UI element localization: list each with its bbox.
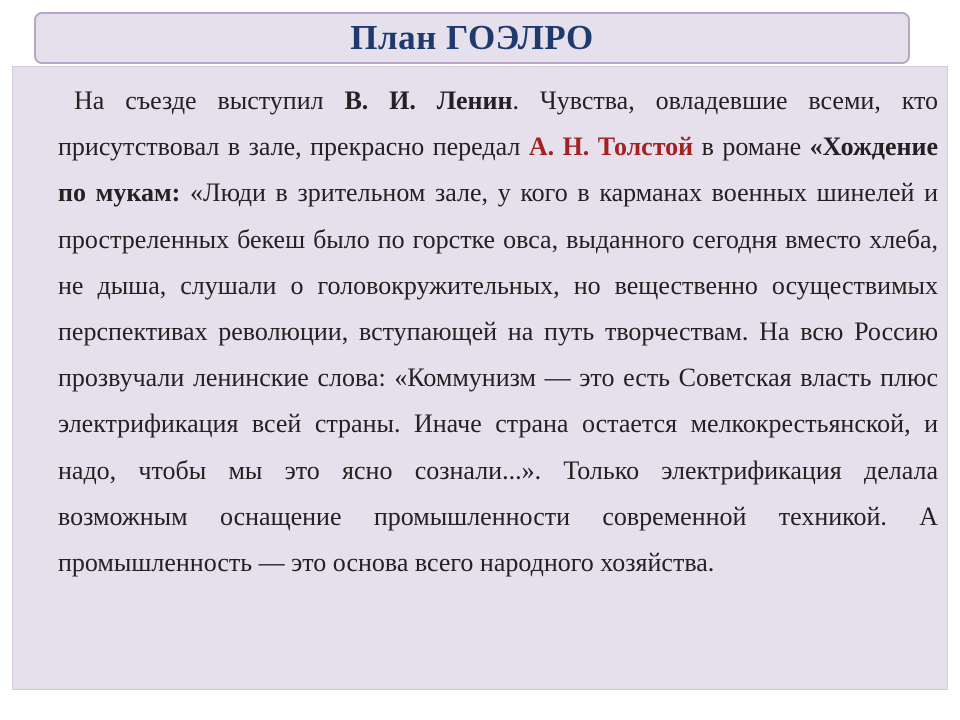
text-segment: . Чувства, овладевшие всеми, кто присутствовал в зале, прекрасно передал	[58, 86, 939, 162]
quote-text: «Люди в зрительном зале, у кого в карманах военных шинелей и простреленных бекеш было по горстке овса, выданного сегодня вместо хлеба, не дыша, слушали о головокружительных, но вещественно осуществимых перспективах революции, вступающей на путь творчествам. На всю Россию прозвучали ленинские слова: «Коммунизм — это есть Советская власть плюс электрификация всей страны. Иначе страна остается мелкокрестьянской, и надо, чтобы мы это ясно сознали...». Только электрификация делала возможным оснащение промышленности современной техникой. А промышленность — это основа всего народного хозяйства.	[58, 178, 938, 578]
slide-title: План ГОЭЛРО	[350, 18, 594, 57]
title-banner	[34, 12, 910, 64]
novel-title: «Хождение по мукам:	[58, 132, 938, 208]
text-segment: в романе	[693, 132, 810, 162]
text-segment: На съезде выступил	[74, 86, 345, 115]
name-tolstoy: А. Н. Толстой	[528, 132, 694, 162]
body-paragraph	[58, 78, 938, 586]
name-lenin: В. И. Ленин	[344, 86, 513, 115]
